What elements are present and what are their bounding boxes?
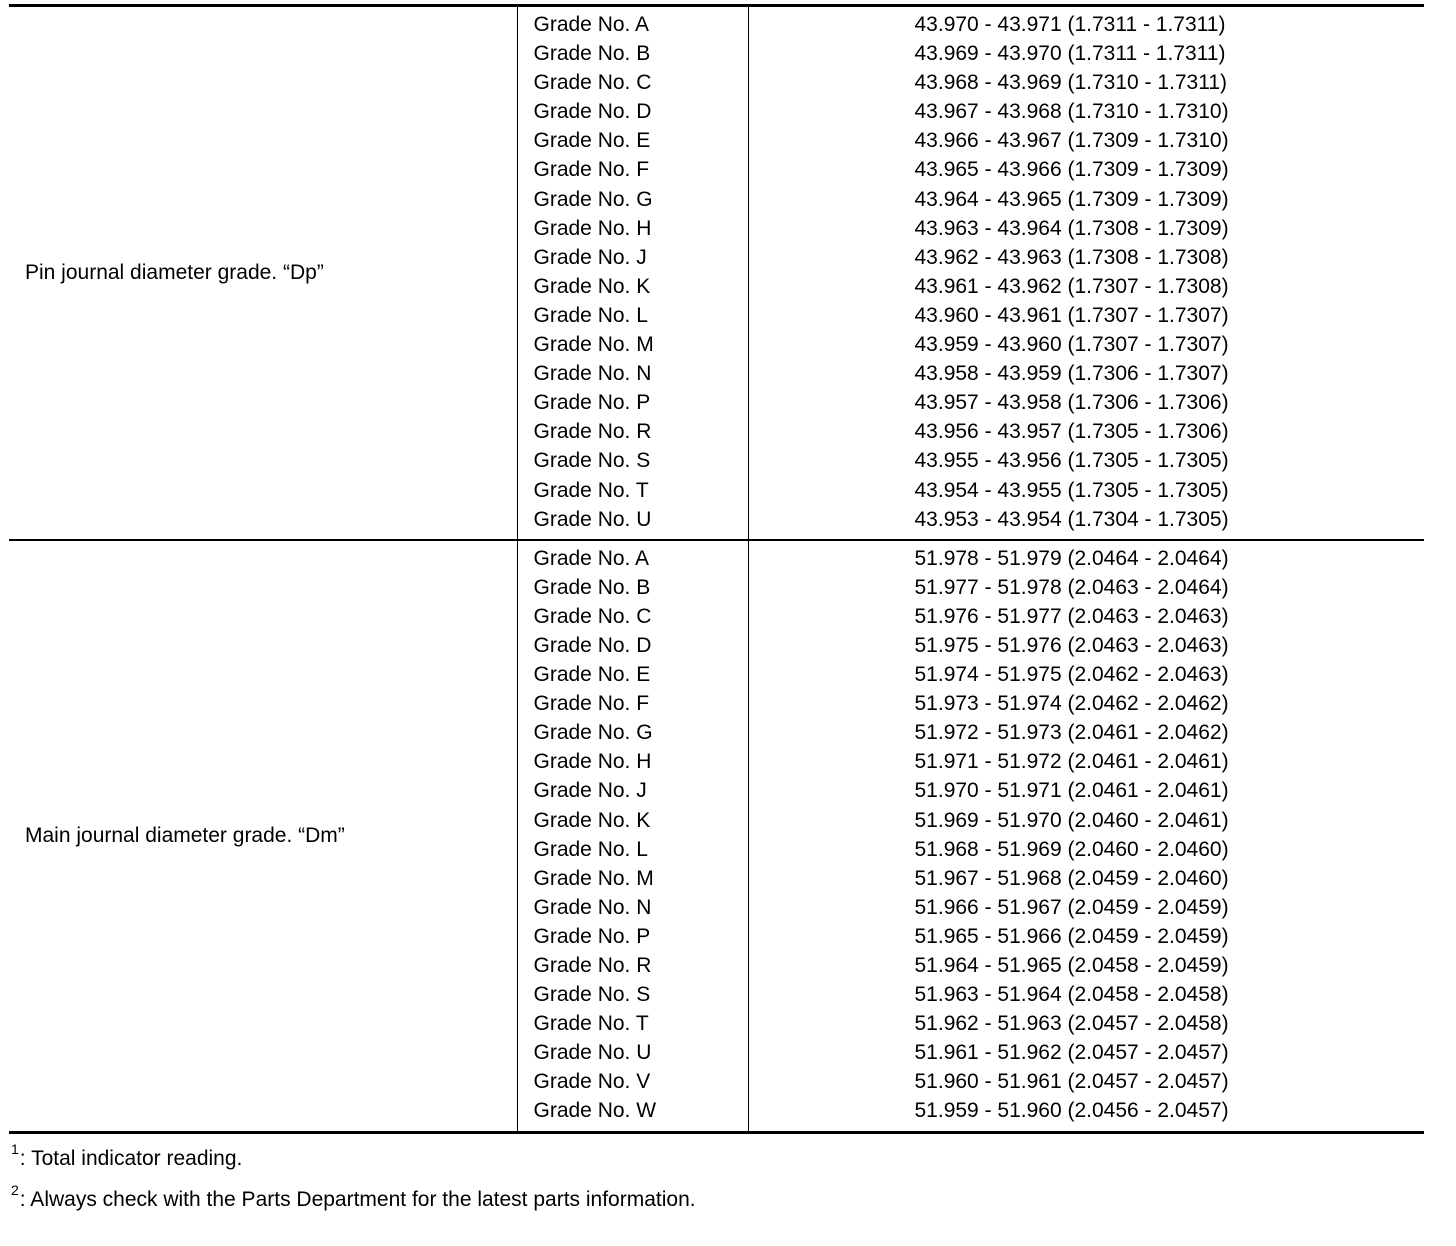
- diameter-value: 51.965 - 51.966 (2.0459 - 2.0459): [914, 924, 1229, 948]
- grade-label: Grade No. H: [533, 216, 652, 240]
- grade-label: Grade No. V: [533, 1070, 651, 1094]
- diameter-value: 51.964 - 51.965 (2.0458 - 2.0459): [914, 954, 1229, 977]
- grade-label: Grade No. S: [533, 449, 651, 473]
- diameter-value: 51.972 - 51.973 (2.0461 - 2.0462): [914, 721, 1229, 745]
- diameter-value: 51.975 - 51.976 (2.0463 - 2.0463): [914, 633, 1229, 657]
- diameter-value: 43.965 - 43.966 (1.7309 - 1.7309): [914, 158, 1229, 182]
- diameter-value: 51.966 - 51.967 (2.0459 - 2.0459): [914, 895, 1229, 919]
- diameter-value: 43.959 - 43.960 (1.7307 - 1.7307): [914, 333, 1229, 357]
- diameter-value: 43.961 - 43.962 (1.7307 - 1.7308): [914, 274, 1229, 298]
- diameter-value: 43.963 - 43.964 (1.7308 - 1.7309): [914, 216, 1229, 240]
- parameter-label: Pin journal diameter grade. “Dp”: [9, 6, 517, 540]
- diameter-value: 51.961 - 51.962 (2.0457 - 2.0457): [914, 1041, 1229, 1065]
- grade-label: Grade No. M: [533, 333, 654, 357]
- diameter-value: 43.958 - 43.959 (1.7306 - 1.7307): [914, 362, 1229, 386]
- diameter-value: 43.970 - 43.971 (1.7311 - 1.7311): [914, 13, 1226, 36]
- value-column: [748, 540, 1424, 1132]
- grade-label: Grade No. P: [533, 391, 651, 415]
- diameter-value: 43.956 - 43.957 (1.7305 - 1.7306): [914, 420, 1229, 444]
- diameter-value: 51.960 - 51.961 (2.0457 - 2.0457): [914, 1070, 1229, 1094]
- footnotes: [11, 1141, 696, 1230]
- footnote: [11, 1182, 696, 1211]
- grade-label: Grade No. N: [533, 895, 652, 919]
- value-column: [748, 6, 1424, 540]
- diameter-value: 51.971 - 51.972 (2.0461 - 2.0461): [914, 750, 1229, 774]
- grade-column: [517, 540, 748, 1132]
- grade-label: Grade No. E: [533, 663, 651, 687]
- grade-label: Grade No. N: [533, 362, 652, 386]
- grade-label: Grade No. E: [533, 129, 651, 153]
- footnote-text: : Total indicator reading.: [19, 1147, 243, 1170]
- grade-label: Grade No. F: [533, 158, 650, 182]
- grade-label: Grade No. B: [533, 42, 651, 66]
- diameter-value: 43.957 - 43.958 (1.7306 - 1.7306): [914, 391, 1229, 415]
- grade-label: Grade No. F: [533, 692, 650, 716]
- grade-label: Grade No. G: [533, 187, 653, 211]
- table-section: [9, 6, 1424, 540]
- footnote: [11, 1141, 696, 1170]
- grade-label: Grade No. L: [533, 303, 648, 327]
- grade-label: Grade No. K: [533, 808, 651, 832]
- grade-label: Grade No. D: [533, 633, 652, 657]
- footnote-marker: 1: [11, 1141, 19, 1157]
- grade-label: Grade No. S: [533, 983, 651, 1007]
- grade-label: Grade No. C: [533, 604, 652, 628]
- diameter-value: 51.959 - 51.960 (2.0456 - 2.0457): [914, 1099, 1229, 1123]
- grade-label: Grade No. G: [533, 721, 653, 745]
- grade-label: Grade No. U: [533, 1041, 652, 1065]
- diameter-value: 51.967 - 51.968 (2.0459 - 2.0460): [914, 866, 1229, 890]
- grade-label: Grade No. A: [533, 13, 650, 36]
- grade-label: Grade No. W: [533, 1099, 657, 1123]
- grade-label: Grade No. L: [533, 837, 648, 861]
- grade-label: Grade No. R: [533, 954, 652, 977]
- diameter-value: 43.962 - 43.963 (1.7308 - 1.7308): [914, 245, 1229, 269]
- parameter-label: Main journal diameter grade. “Dm”: [9, 540, 517, 1132]
- diameter-value: 43.960 - 43.961 (1.7307 - 1.7307): [914, 303, 1229, 327]
- diameter-value: 51.976 - 51.977 (2.0463 - 2.0463): [914, 604, 1229, 628]
- spec-table: [9, 4, 1424, 1134]
- diameter-value: 43.967 - 43.968 (1.7310 - 1.7310): [914, 100, 1229, 124]
- diameter-value: 51.978 - 51.979 (2.0464 - 2.0464): [914, 546, 1229, 570]
- diameter-value: 43.953 - 43.954 (1.7304 - 1.7305): [914, 507, 1229, 531]
- diameter-value: 51.962 - 51.963 (2.0457 - 2.0458): [914, 1012, 1229, 1036]
- diameter-value: 43.969 - 43.970 (1.7311 - 1.7311): [914, 42, 1226, 66]
- grade-column: [517, 6, 748, 540]
- grade-label: Grade No. D: [533, 100, 652, 124]
- diameter-value: 51.973 - 51.974 (2.0462 - 2.0462): [914, 692, 1229, 716]
- grade-label: Grade No. U: [533, 507, 652, 531]
- diameter-value: 43.964 - 43.965 (1.7309 - 1.7309): [914, 187, 1229, 211]
- diameter-value: 43.955 - 43.956 (1.7305 - 1.7305): [914, 449, 1229, 473]
- grade-label: Grade No. J: [533, 779, 647, 803]
- diameter-value: 51.963 - 51.964 (2.0458 - 2.0458): [914, 983, 1229, 1007]
- diameter-value: 43.968 - 43.969 (1.7310 - 1.7311): [914, 71, 1228, 95]
- diameter-value: 43.966 - 43.967 (1.7309 - 1.7310): [914, 129, 1229, 153]
- footnote-text: : Always check with the Parts Department for the latest parts information.: [19, 1188, 696, 1211]
- grade-label: Grade No. J: [533, 245, 647, 269]
- diameter-value: 51.970 - 51.971 (2.0461 - 2.0461): [914, 779, 1229, 803]
- diameter-value: 51.974 - 51.975 (2.0462 - 2.0463): [914, 663, 1229, 687]
- diameter-value: 51.968 - 51.969 (2.0460 - 2.0460): [914, 837, 1229, 861]
- grade-label: Grade No. C: [533, 71, 652, 95]
- grade-label: Grade No. P: [533, 924, 651, 948]
- grade-label: Grade No. M: [533, 866, 654, 890]
- grade-label: Grade No. K: [533, 274, 651, 298]
- diameter-value: 43.954 - 43.955 (1.7305 - 1.7305): [914, 478, 1229, 502]
- footnote-marker: 2: [11, 1182, 19, 1198]
- grade-label: Grade No. T: [533, 478, 649, 502]
- grade-label: Grade No. T: [533, 1012, 649, 1036]
- grade-label: Grade No. R: [533, 420, 652, 444]
- grade-label: Grade No. H: [533, 750, 652, 774]
- diameter-value: 51.977 - 51.978 (2.0463 - 2.0464): [914, 575, 1229, 599]
- diameter-value: 51.969 - 51.970 (2.0460 - 2.0461): [914, 808, 1229, 832]
- table-section: [9, 540, 1424, 1132]
- grade-label: Grade No. A: [533, 546, 650, 570]
- grade-label: Grade No. B: [533, 575, 651, 599]
